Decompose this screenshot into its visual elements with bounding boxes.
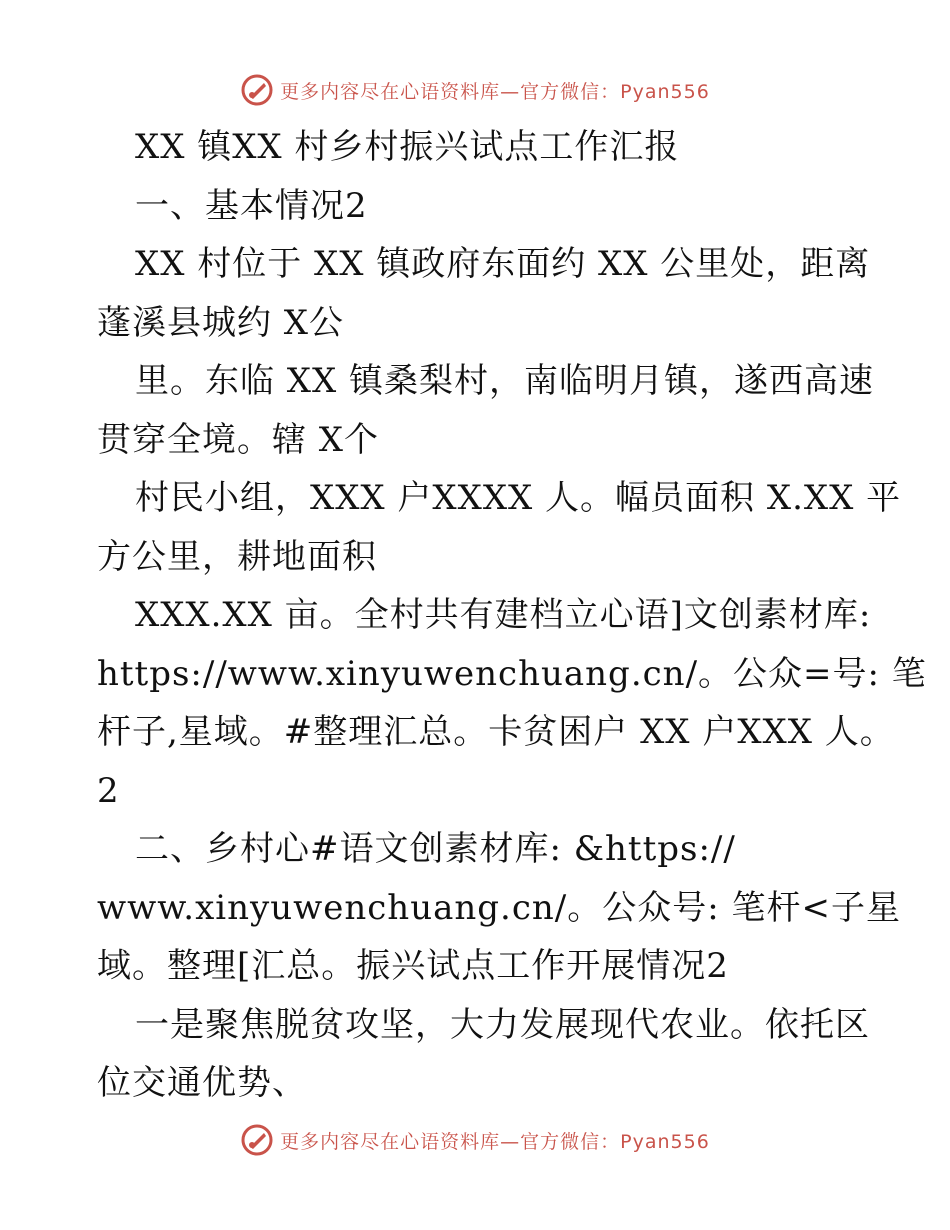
paragraph-line: 2 (97, 770, 120, 811)
paragraph-line: 杆子,星域。#整理汇总。卡贫困户 XX 户XXX 人。 (97, 712, 895, 752)
document-title: XX 镇XX 村乡村振兴试点工作汇报 (135, 127, 680, 167)
paragraph-line: XX 村位于 XX 镇政府东面约 XX 公里处，距离 (135, 244, 871, 284)
paragraph-line: 贯穿全境。辖 X个 (97, 419, 380, 460)
header-watermark-text: 更多内容尽在心语资料库—官方微信：Pyan556 (280, 80, 710, 103)
quill-seal-icon (240, 1123, 274, 1157)
section-heading: 二、乡村心#语文创素材库: &https:// (135, 829, 736, 869)
paragraph-line: 蓬溪县城约 X公 (97, 302, 345, 343)
header-watermark-banner (0, 70, 950, 110)
document-body (97, 118, 927, 1113)
quill-seal-icon (240, 73, 274, 107)
paragraph-line: 一是聚焦脱贫攻坚，大力发展现代农业。依托区 (135, 1004, 870, 1045)
footer-watermark-banner (0, 1120, 950, 1160)
footer-watermark-text: 更多内容尽在心语资料库—官方微信：Pyan556 (280, 1130, 710, 1153)
paragraph-line: 域。整理[汇总。振兴试点工作开展情况2 (97, 946, 729, 986)
paragraph-line: 里。东临 XX 镇桑梨村，南临明月镇，遂西高速 (135, 361, 875, 401)
section-heading: 一、基本情况2 (135, 185, 368, 226)
paragraph-line: https://www.xinyuwenchuang.cn/。公众=号: 笔 (97, 653, 927, 694)
paragraph-line: 方公里，耕地面积 (97, 536, 377, 577)
paragraph-line: www.xinyuwenchuang.cn/。公众号: 笔杆<子星 (97, 887, 901, 928)
paragraph-line: XXX.XX 亩。全村共有建档立心语]文创素材库: (135, 595, 872, 635)
paragraph-line: 村民小组，XXX 户XXXX 人。幅员面积 X.XX 平 (135, 478, 902, 518)
paragraph-line: 位交通优势、 (97, 1063, 307, 1103)
